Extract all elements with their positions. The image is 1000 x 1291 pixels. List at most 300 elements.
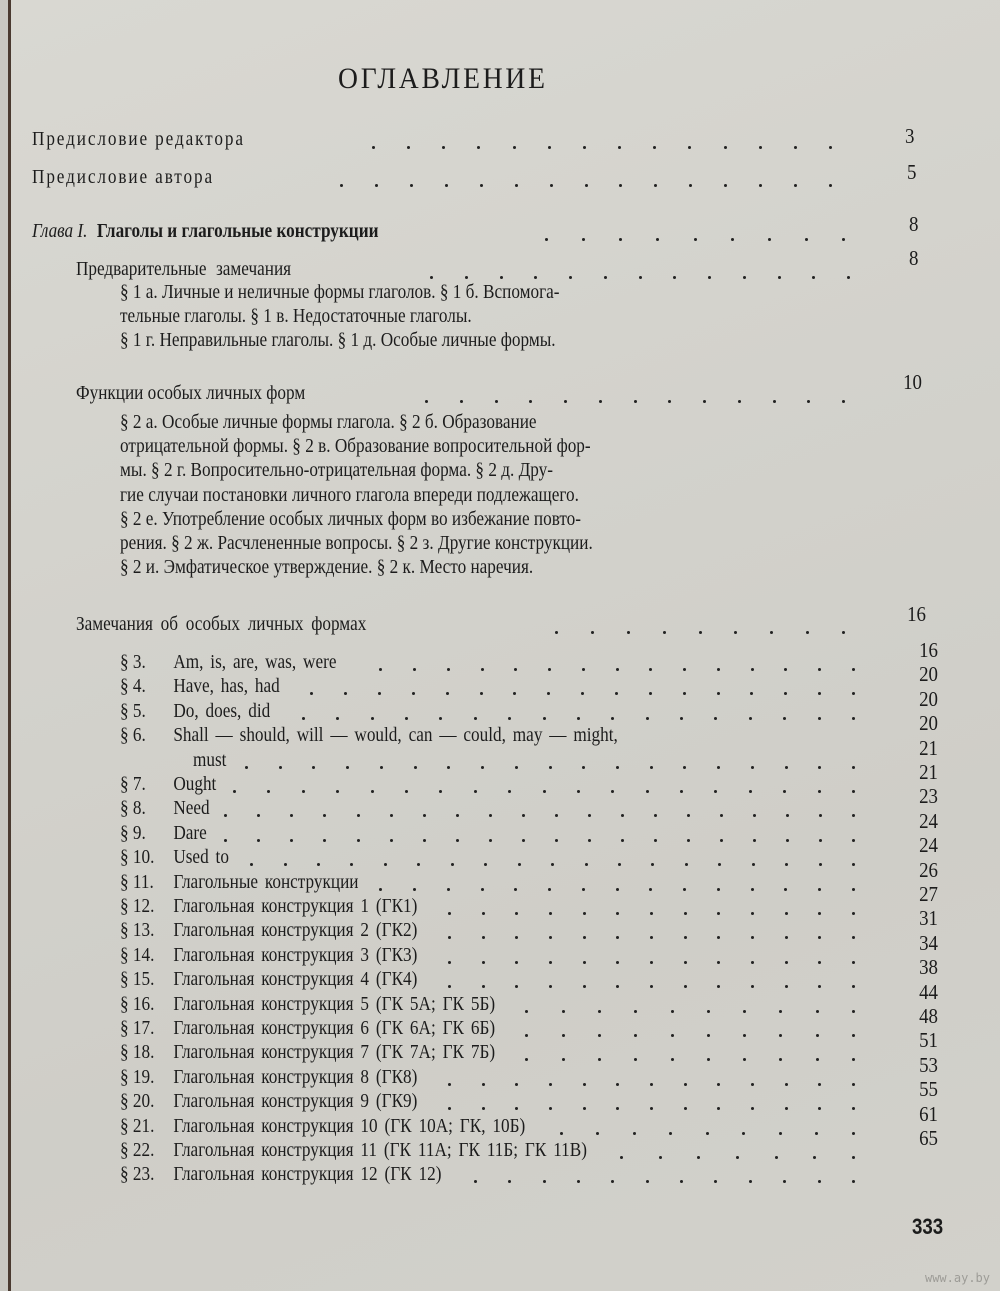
leader-dots [448, 961, 855, 965]
paragraph-label: Глагольная конструкция 2 (ГК2) [173, 919, 418, 942]
leader-dot [233, 790, 236, 793]
leader-dot [513, 146, 516, 149]
leader-dot [378, 692, 381, 695]
paragraph-number: § 16. [120, 992, 155, 1015]
paragraph-label: Глагольная конструкция 5 (ГК 5А; ГК 5Б) [173, 992, 496, 1015]
leader-dot [818, 985, 821, 988]
leader-dot [707, 1034, 710, 1037]
leader-dot [724, 146, 727, 149]
leader-dot [684, 1083, 687, 1086]
paragraph-label: Глагольная конструкция 12 (ГК 12) [173, 1163, 442, 1186]
paragraph-label: Глагольная конструкция 4 (ГК4) [173, 968, 418, 991]
toc-paragraph-entry[interactable] [120, 919, 417, 942]
paragraph-label: Dare [173, 821, 207, 844]
toc-paragraph-entry[interactable] [120, 846, 229, 869]
toc-page-number: 51 [919, 1028, 938, 1053]
leader-dot [596, 1132, 599, 1135]
leader-dot [577, 790, 580, 793]
leader-dot [717, 692, 720, 695]
toc-paragraph-entry[interactable] [120, 1041, 495, 1064]
toc-page-number: 55 [919, 1077, 938, 1102]
leader-dot [336, 790, 339, 793]
leader-dot [448, 1083, 451, 1086]
leader-dot [611, 1180, 614, 1183]
leader-dot [743, 1010, 746, 1013]
leader-dot [513, 692, 516, 695]
leader-dot [653, 146, 656, 149]
toc-paragraph-entry[interactable] [120, 1017, 495, 1040]
leader-dot [815, 1132, 818, 1135]
leader-dot [312, 766, 315, 769]
leader-dot [743, 276, 746, 279]
leader-dot [669, 1132, 672, 1135]
leader-dot [717, 888, 720, 891]
page-title: ОГЛАВЛЕНИЕ [338, 62, 548, 95]
leader-dot [317, 863, 320, 866]
toc-page-number: 53 [919, 1052, 938, 1077]
leader-dot [616, 1083, 619, 1086]
paragraph-number: § 17. [120, 1017, 155, 1039]
leader-dots [379, 888, 855, 892]
leader-dots [545, 238, 845, 242]
leader-dot [372, 146, 375, 149]
toc-entry-editor-preface[interactable] [32, 128, 245, 151]
leader-dot [460, 400, 463, 403]
leader-dot [585, 863, 588, 866]
toc-page-number: 20 [919, 686, 938, 711]
paragraph-label: Глагольная конструкция 10 (ГК 10А; ГК, 10Б) [173, 1114, 526, 1137]
leader-dot [650, 985, 653, 988]
leader-dot [684, 912, 687, 915]
leader-dot [852, 961, 855, 964]
toc-page-number: 16 [907, 602, 926, 626]
leader-dot [417, 863, 420, 866]
leader-dot [514, 668, 517, 671]
leader-dot [759, 146, 762, 149]
leader-dot [751, 1107, 754, 1110]
leader-dot [627, 631, 630, 634]
section-summary-line: отрицательной формы. § 2 в. Образование вопросительной фор- [120, 435, 591, 457]
leader-dot [615, 692, 618, 695]
leader-dot [785, 863, 788, 866]
leader-dot [529, 400, 532, 403]
leader-dot [405, 717, 408, 720]
leader-dot [447, 668, 450, 671]
leader-dot [751, 766, 754, 769]
leader-dot [480, 184, 483, 187]
leader-dot [549, 936, 552, 939]
paragraph-label: Do, does, did [173, 699, 271, 722]
leader-dot [634, 1010, 637, 1013]
leader-dot [639, 276, 642, 279]
toc-page-number: 3 [904, 124, 914, 148]
leader-dot [842, 400, 845, 403]
leader-dot [707, 1010, 710, 1013]
toc-page-number: 16 [919, 638, 938, 662]
leader-dot [785, 985, 788, 988]
toc-paragraph-entry[interactable] [120, 822, 207, 845]
leader-dot [481, 668, 484, 671]
leader-dot [806, 631, 809, 634]
leader-dot [448, 961, 451, 964]
leader-dot [423, 839, 426, 842]
leader-dot [446, 692, 449, 695]
leader-dot [717, 912, 720, 915]
toc-paragraph-entry[interactable] [120, 871, 358, 894]
toc-paragraph-entry[interactable] [120, 651, 336, 674]
leader-dot [482, 936, 485, 939]
leader-dot [684, 961, 687, 964]
leader-dot [852, 766, 855, 769]
toc-paragraph-entry[interactable] [120, 1066, 417, 1089]
toc-paragraph-entry[interactable] [120, 773, 216, 796]
leader-dot [405, 790, 408, 793]
leader-dots [525, 1010, 855, 1014]
watermark: www.ay.by [924, 1271, 990, 1285]
leader-dot [656, 238, 659, 241]
leader-dot [724, 184, 727, 187]
toc-entry-author-preface[interactable] [32, 166, 214, 189]
leader-dot [852, 790, 855, 793]
leader-dots [474, 1180, 855, 1184]
leader-dot [515, 184, 518, 187]
leader-dot [390, 839, 393, 842]
leader-dot [706, 1132, 709, 1135]
leader-dot [257, 839, 260, 842]
toc-section-entry[interactable] [76, 382, 305, 405]
leader-dot [852, 888, 855, 891]
leader-dot [650, 961, 653, 964]
leader-dot [323, 839, 326, 842]
leader-dot [583, 1083, 586, 1086]
paragraph-number: § 18. [120, 1041, 155, 1064]
leader-dot [257, 814, 260, 817]
leader-dot [543, 790, 546, 793]
section-summary-line: § 2 и. Эмфатическое утверждение. § 2 к. Место наречия. [120, 556, 534, 578]
leader-dot [508, 790, 511, 793]
paragraph-number: § 9. [120, 821, 146, 844]
leader-dot [852, 839, 855, 842]
leader-dot [646, 1180, 649, 1183]
leader-dot [671, 1058, 674, 1061]
leader-dot [659, 1156, 662, 1159]
leader-dot [650, 766, 653, 769]
leader-dot [689, 184, 692, 187]
leader-dot [816, 1058, 819, 1061]
leader-dot [515, 766, 518, 769]
leader-dot [549, 985, 552, 988]
leader-dot [482, 1083, 485, 1086]
leader-dot [779, 1010, 782, 1013]
leader-dot [784, 668, 787, 671]
leader-dot [852, 692, 855, 695]
leader-dot [852, 1107, 855, 1110]
leader-dots [525, 1058, 855, 1062]
leader-dot [515, 1107, 518, 1110]
toc-page-number: 20 [919, 711, 938, 736]
leader-dot [775, 1156, 778, 1159]
leader-dot [448, 1107, 451, 1110]
leader-dot [525, 1034, 528, 1037]
toc-page-number: 8 [908, 246, 918, 270]
leader-dot [423, 814, 426, 817]
leader-dot [514, 888, 517, 891]
toc-page-number: 24 [919, 833, 938, 858]
leader-dot [413, 668, 416, 671]
leader-dot [794, 146, 797, 149]
leader-dot [687, 814, 690, 817]
leader-dot [585, 184, 588, 187]
toc-paragraph-entry[interactable] [120, 724, 618, 747]
toc-entry-label: Предисловие редактора [32, 128, 245, 150]
leader-dot [649, 668, 652, 671]
toc-paragraph-entry[interactable] [120, 675, 280, 698]
paragraph-label: Глагольная конструкция 7 (ГК 7А; ГК 7Б) [173, 1041, 496, 1064]
toc-entry-label: Предисловие автора [32, 166, 214, 188]
leader-dot [525, 1010, 528, 1013]
leader-dot [734, 631, 737, 634]
leader-dot [673, 276, 676, 279]
leader-dot [500, 276, 503, 279]
paragraph-number: § 7. [120, 773, 146, 795]
leader-dot [284, 863, 287, 866]
leader-dot [477, 146, 480, 149]
toc-section-entry[interactable] [76, 258, 291, 281]
leader-dot [551, 863, 554, 866]
leader-dot [852, 1083, 855, 1086]
leader-dots [310, 692, 855, 696]
leader-dot [310, 692, 313, 695]
leader-dot [684, 936, 687, 939]
leader-dot [588, 839, 591, 842]
leader-dot [621, 839, 624, 842]
leader-dot [456, 839, 459, 842]
toc-paragraph-entry[interactable] [120, 1115, 525, 1138]
toc-paragraph-entry[interactable] [120, 1163, 441, 1186]
leader-dot [425, 400, 428, 403]
leader-dot [250, 863, 253, 866]
paragraph-label: Глагольная конструкция 11 (ГК 11А; ГК 11Б; ГК 11В) [173, 1139, 587, 1161]
toc-page-number: 23 [919, 784, 938, 809]
leader-dot [448, 912, 451, 915]
leader-dot [683, 766, 686, 769]
leader-dot [616, 766, 619, 769]
leader-dots [372, 146, 832, 150]
leader-dot [618, 863, 621, 866]
leader-dot [384, 863, 387, 866]
paragraph-number: § 19. [120, 1065, 155, 1088]
leader-dot [852, 668, 855, 671]
toc-page-number: 27 [919, 882, 938, 906]
page-gutter [0, 0, 8, 1291]
leader-dot [785, 1083, 788, 1086]
leader-dot [785, 1107, 788, 1110]
leader-dots [448, 1083, 855, 1087]
leader-dot [708, 276, 711, 279]
leader-dot [703, 400, 706, 403]
leader-dots [560, 1132, 855, 1136]
paragraph-number: § 14. [120, 943, 155, 966]
leader-dot [581, 692, 584, 695]
leader-dot [819, 863, 822, 866]
leader-dot [344, 692, 347, 695]
toc-entry-label: Функции особых личных форм [76, 382, 306, 404]
leader-dot [555, 631, 558, 634]
leader-dot [684, 985, 687, 988]
leader-dot [852, 1156, 855, 1159]
leader-dot [650, 912, 653, 915]
leader-dot [430, 276, 433, 279]
leader-dot [560, 1132, 563, 1135]
leader-dot [447, 888, 450, 891]
leader-dot [224, 839, 227, 842]
section-summary-line: § 2 а. Особые личные формы глагола. § 2 б. Образование [120, 411, 537, 433]
leader-dot [545, 238, 548, 241]
toc-paragraph-entry[interactable] [120, 944, 417, 967]
leader-dot [717, 766, 720, 769]
leader-dot [413, 888, 416, 891]
leader-dot [633, 1132, 636, 1135]
leader-dot [482, 985, 485, 988]
leader-dot [525, 1058, 528, 1061]
leader-dot [785, 912, 788, 915]
toc-paragraph-entry[interactable] [120, 797, 210, 820]
toc-paragraph-entry[interactable] [120, 895, 417, 918]
leader-dot [714, 1180, 717, 1183]
paragraph-label: Used to [173, 846, 229, 869]
leader-dot [749, 1180, 752, 1183]
paragraph-number: § 22. [120, 1139, 155, 1161]
leader-dot [515, 912, 518, 915]
leader-dot [753, 839, 756, 842]
leader-dots [233, 790, 855, 794]
leader-dots [379, 668, 855, 672]
leader-dot [598, 1058, 601, 1061]
leader-dot [779, 1034, 782, 1037]
leader-dot [783, 1180, 786, 1183]
leader-dots [302, 717, 855, 721]
leader-dot [350, 863, 353, 866]
toc-page-number: 65 [919, 1126, 938, 1150]
leader-dot [481, 888, 484, 891]
leader-dot [543, 1180, 546, 1183]
leader-dot [768, 238, 771, 241]
leader-dot [412, 692, 415, 695]
leader-dot [751, 668, 754, 671]
paragraph-label: Глагольная конструкция 8 (ГК8) [173, 1065, 418, 1088]
toc-paragraph-entry[interactable] [120, 1139, 587, 1162]
toc-paragraph-entry[interactable] [120, 1090, 417, 1113]
leader-dot [515, 961, 518, 964]
paragraph-label: Глагольная конструкция 9 (ГК9) [173, 1090, 418, 1113]
leader-dot [818, 1180, 821, 1183]
leader-dot [818, 766, 821, 769]
leader-dot [340, 184, 343, 187]
leader-dot [634, 1058, 637, 1061]
section-summary-line: § 2 е. Употребление особых личных форм во избежание повто- [120, 508, 582, 530]
leader-dot [829, 146, 832, 149]
toc-page-number: 21 [919, 760, 938, 784]
leader-dot [508, 717, 511, 720]
leader-dot [302, 717, 305, 720]
toc-paragraph-entry[interactable] [120, 700, 270, 723]
leader-dot [785, 766, 788, 769]
leader-dot [852, 1180, 855, 1183]
leader-dot [805, 238, 808, 241]
leader-dot [753, 814, 756, 817]
leader-dot [751, 985, 754, 988]
toc-paragraph-entry[interactable] [120, 993, 495, 1016]
leader-dot [707, 1058, 710, 1061]
leader-dot [847, 276, 850, 279]
leader-dot [731, 238, 734, 241]
leader-dot [770, 631, 773, 634]
toc-entry-label: Предварительные замечания [76, 258, 292, 280]
leader-dot [818, 888, 821, 891]
paragraph-label: Глагольные конструкции [173, 870, 359, 893]
leader-dot [650, 936, 653, 939]
leader-dot [784, 692, 787, 695]
leader-dot [818, 936, 821, 939]
paragraph-label-continuation: must [193, 748, 227, 771]
leader-dot [654, 814, 657, 817]
leader-dots [620, 1156, 855, 1160]
paragraph-label: Need [173, 797, 210, 820]
page-binding-edge [8, 0, 11, 1291]
leader-dot [784, 888, 787, 891]
paragraph-label: Глагольная конструкция 1 (ГК1) [173, 895, 418, 917]
leader-dot [548, 146, 551, 149]
leader-dots [245, 766, 855, 770]
leader-dot [465, 276, 468, 279]
leader-dot [549, 766, 552, 769]
leader-dot [819, 814, 822, 817]
page-folio-number: 333 [912, 1214, 944, 1239]
leader-dot [598, 1010, 601, 1013]
paragraph-number: § 13. [120, 919, 155, 942]
toc-paragraph-entry[interactable] [120, 968, 417, 991]
toc-page-number: 31 [919, 906, 938, 931]
leader-dot [816, 1010, 819, 1013]
chapter-title: Глаголы и глагольные конструкции [96, 220, 379, 242]
leader-dot [522, 839, 525, 842]
leader-dot [852, 985, 855, 988]
leader-dots [448, 912, 855, 916]
toc-chapter-entry[interactable] [32, 220, 379, 243]
leader-dot [773, 400, 776, 403]
paragraph-number: § 4. [120, 675, 146, 698]
leader-dot [842, 631, 845, 634]
leader-dot [611, 717, 614, 720]
leader-dot [816, 1034, 819, 1037]
leader-dot [683, 888, 686, 891]
leader-dot [697, 1156, 700, 1159]
leader-dots [250, 863, 855, 867]
toc-section-entry[interactable] [76, 613, 366, 636]
leader-dots [224, 839, 855, 843]
leader-dot [751, 936, 754, 939]
leader-dot [818, 912, 821, 915]
leader-dot [547, 692, 550, 695]
leader-dot [749, 717, 752, 720]
leader-dots [448, 985, 855, 989]
leader-dots [224, 814, 855, 818]
leader-dot [611, 790, 614, 793]
section-summary-line: рения. § 2 ж. Расчлененные вопросы. § 2 з. Другие конструкции. [120, 532, 593, 554]
leader-dot [474, 1180, 477, 1183]
leader-dot [717, 1107, 720, 1110]
paragraph-label: Ought [173, 773, 217, 795]
